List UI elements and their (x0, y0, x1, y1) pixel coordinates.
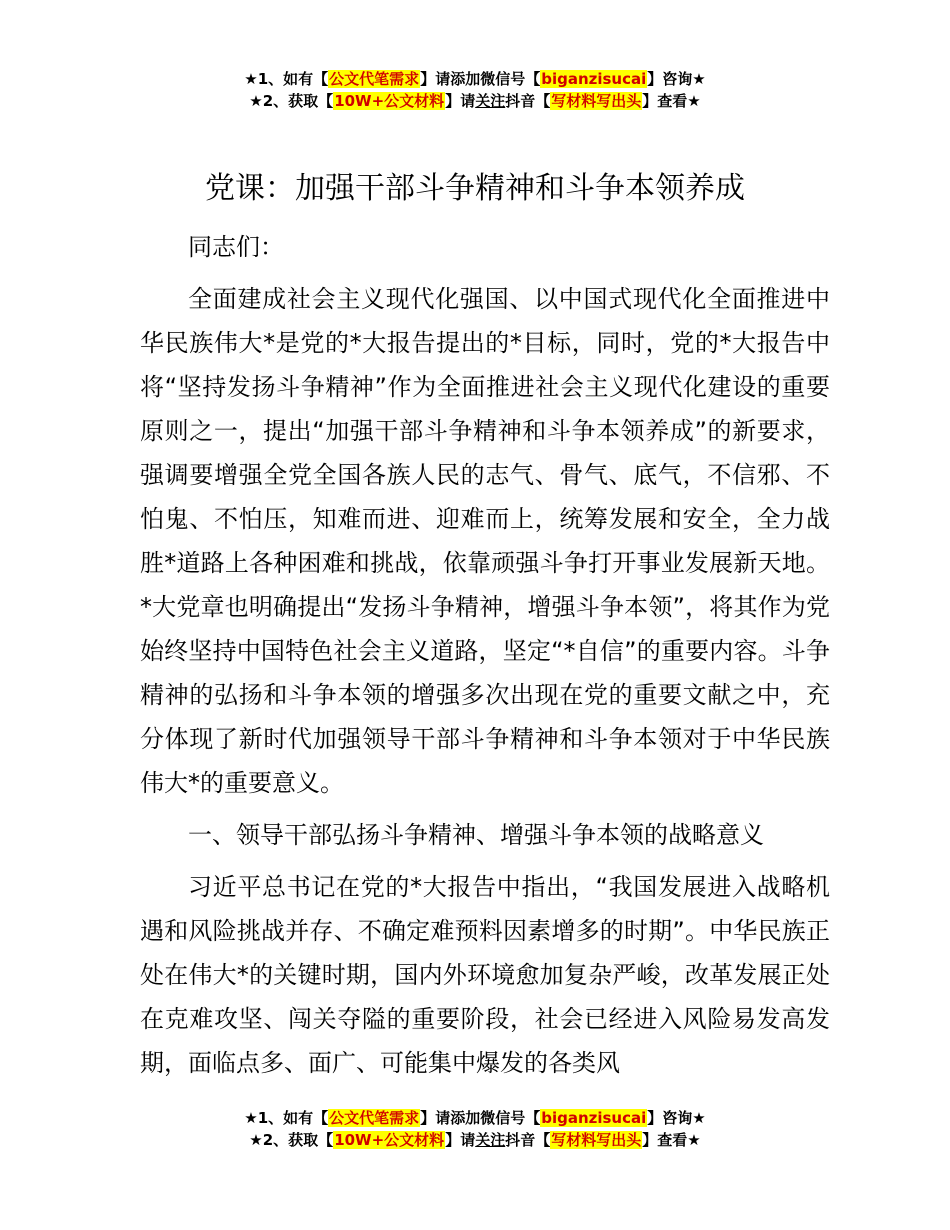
banner-text: 】请添加微信号【 (420, 70, 541, 88)
banner-highlight: 公文代笔需求 (329, 70, 420, 88)
banner-text: 】请 (445, 92, 476, 110)
banner-text: 】查看★ (642, 1131, 701, 1149)
banner-text: ★2、获取【 (249, 92, 334, 110)
banner-highlight: 10W+公文材料 (334, 92, 445, 110)
banner-line-2 (0, 90, 950, 112)
body-paragraph: 全面建成社会主义现代化强国、以中国式现代化全面推进中华民族伟大*是党的*大报告提出的*目标，同时，党的*大报告中将“坚持发扬斗争精神”作为全面推进社会主义现代化建设的重要原则之一，提出“加强干部斗争精神和斗争本领养成”的新要求，强调要增强全党全国各族人民的志气、骨气、底气，不信邪、不怕鬼、不怕压，知难而进、迎难而上，统筹发展和安全，全力战胜*道路上各种困难和挑战，依靠顽强斗争打开事业发展新天地。*大党章也明确提出“发扬斗争精神，增强斗争本领”，将其作为党始终坚持中国特色社会主义道路，坚定“*自信”的重要内容。斗争精神的弘扬和斗争本领的增强多次出现在党的重要文献之中，充分体现了新时代加强领导干部斗争精神和斗争本领对于中华民族伟大*的重要意义。 (140, 285, 830, 797)
banner-text: 】查看★ (642, 92, 701, 110)
document-body (140, 225, 830, 1085)
banner-highlight: 写材料写出头 (551, 92, 642, 110)
banner-line-2 (0, 1129, 950, 1151)
document-title: 党课：加强干部斗争精神和斗争本领养成 (205, 171, 745, 206)
banner-text: ★1、如有【 (244, 1109, 329, 1127)
banner-line-1 (0, 1107, 950, 1129)
section-heading: 一、领导干部弘扬斗争精神、增强斗争本领的战略意义 (188, 821, 764, 849)
banner-highlight: biganzisucai (541, 70, 647, 88)
banner-underlined: 关注 (475, 92, 506, 110)
banner-underlined: 关注 (475, 1131, 506, 1149)
banner-line-1 (0, 68, 950, 90)
banner-text: 】咨询★ (647, 70, 706, 88)
banner-highlight: 写材料写出头 (551, 1131, 642, 1149)
banner-highlight: biganzisucai (541, 1109, 647, 1127)
top-banner (0, 68, 950, 112)
banner-text: 】请 (445, 1131, 476, 1149)
banner-text: 抖音【 (505, 1131, 551, 1149)
banner-text: 】请添加微信号【 (420, 1109, 541, 1127)
banner-text: 抖音【 (505, 92, 551, 110)
banner-text: ★2、获取【 (249, 1131, 334, 1149)
banner-text: 】咨询★ (647, 1109, 706, 1127)
body-paragraph: 习近平总书记在党的*大报告中指出，“我国发展进入战略机遇和风险挑战并存、不确定难预料因素增多的时期”。中华民族正处在伟大*的关键时期，国内外环境愈加复杂严峻，改革发展正处在克难攻坚、闯关夺隘的重要阶段，社会已经进入风险易发高发期，面临点多、面广、可能集中爆发的各类风 (140, 873, 830, 1077)
bottom-banner (0, 1107, 950, 1151)
banner-text: ★1、如有【 (244, 70, 329, 88)
banner-highlight: 10W+公文材料 (334, 1131, 445, 1149)
salutation: 同志们： (188, 233, 284, 261)
banner-highlight: 公文代笔需求 (329, 1109, 420, 1127)
